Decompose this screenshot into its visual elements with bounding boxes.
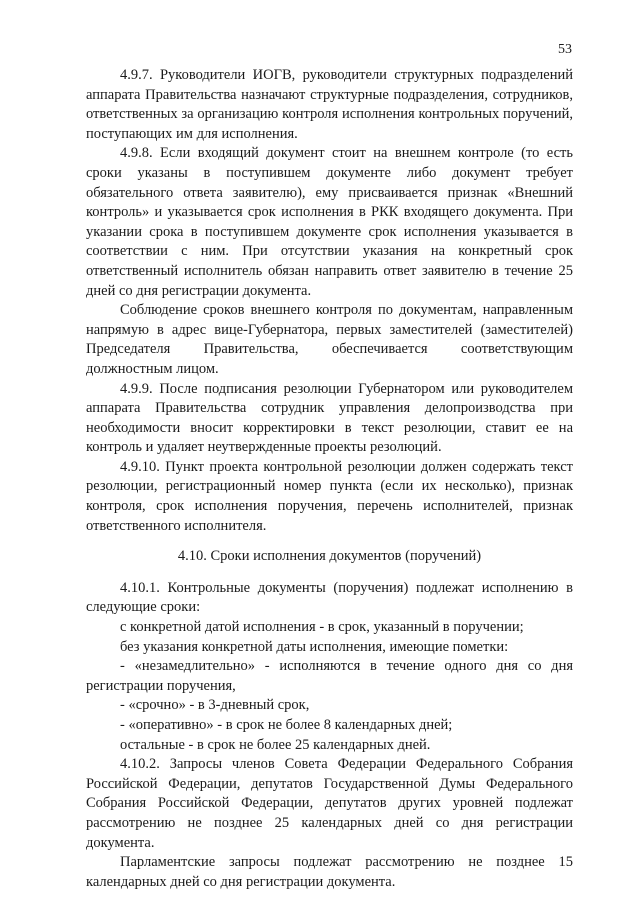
paragraph-external-control: Соблюдение сроков внешнего контроля по документам, направленным напрямую в адрес вице-Губернатора, первых заместителей (заместителей) Председателя Правительства, обеспечивается соответствующим должностным лицом.: [86, 302, 573, 377]
list-item: без указания конкретной даты исполнения, имеющие пометки:: [120, 638, 509, 655]
document-body: [86, 66, 573, 892]
page-number: 53: [558, 42, 572, 57]
paragraph-4-9-10: 4.9.10. Пункт проекта контрольной резолюции должен содержать текст резолюции, регистрационный номер пункта (если их несколько), признак контроля, срок исполнения поручения, перечень исполнителей, признак ответственного исполнителя.: [86, 458, 573, 534]
paragraph-4-9-7: 4.9.7. Руководители ИОГВ, руководители структурных подразделений аппарата Правительства назначают структурные подразделения, сотрудников, ответственных за организацию контроля исполнения контрольных поручений, поступающих им для исполнения.: [86, 67, 573, 142]
list-item: - «незамедлительно» - исполняются в течение одного дня со дня регистрации поручения,: [86, 658, 573, 694]
section-heading: 4.10. Сроки исполнения документов (поручений): [177, 548, 482, 565]
paragraph-4-9-9: 4.9.9. После подписания резолюции Губернатором или руководителем аппарата Правительства сотрудник управления делопроизводства при необходимости вносит корректировки в текст резолюции, ставит ее на контроль и удаляет неутвержденные проекты резолюций.: [86, 380, 573, 456]
paragraph-4-9-8: 4.9.8. Если входящий документ стоит на внешнем контроле (то есть сроки указаны в поступившем документе либо документ требует обязательного ответа заявителю), ему присваивается признак «Внешний контроль» и указывается срок исполнения в РКК входящего документа. При указании срока в поступившем документе срок исполнения указывается в соответствии с ним. При отсутствии указания на конкретный срок ответственный исполнитель обязан направить ответ заявителю в течение 25 дней со дня регистрации документа.: [86, 145, 573, 299]
paragraph-4-10-1: 4.10.1. Контрольные документы (поручения) подлежат исполнению в следующие сроки:: [86, 579, 573, 616]
list-item: - «срочно» - в 3-дневный срок,: [120, 697, 310, 714]
paragraph-4-10-2: 4.10.2. Запросы членов Совета Федерации Федерального Собрания Российской Федерации, депутатов Государственной Думы Федерального Собрания Российской Федерации, депутатов других уровней подлежат рассмотрению не позднее 25 календарных дней со дня регистрации документа.: [86, 756, 573, 851]
list-item: с конкретной датой исполнения - в срок, указанный в поручении;: [120, 619, 524, 636]
paragraph-parliamentary-requests: Парламентские запросы подлежат рассмотрению не позднее 15 календарных дней со дня регистрации документа.: [86, 854, 573, 890]
list-item: остальные - в срок не более 25 календарных дней.: [120, 736, 431, 753]
list-item: - «оперативно» - в срок не более 8 календарных дней;: [120, 717, 453, 733]
